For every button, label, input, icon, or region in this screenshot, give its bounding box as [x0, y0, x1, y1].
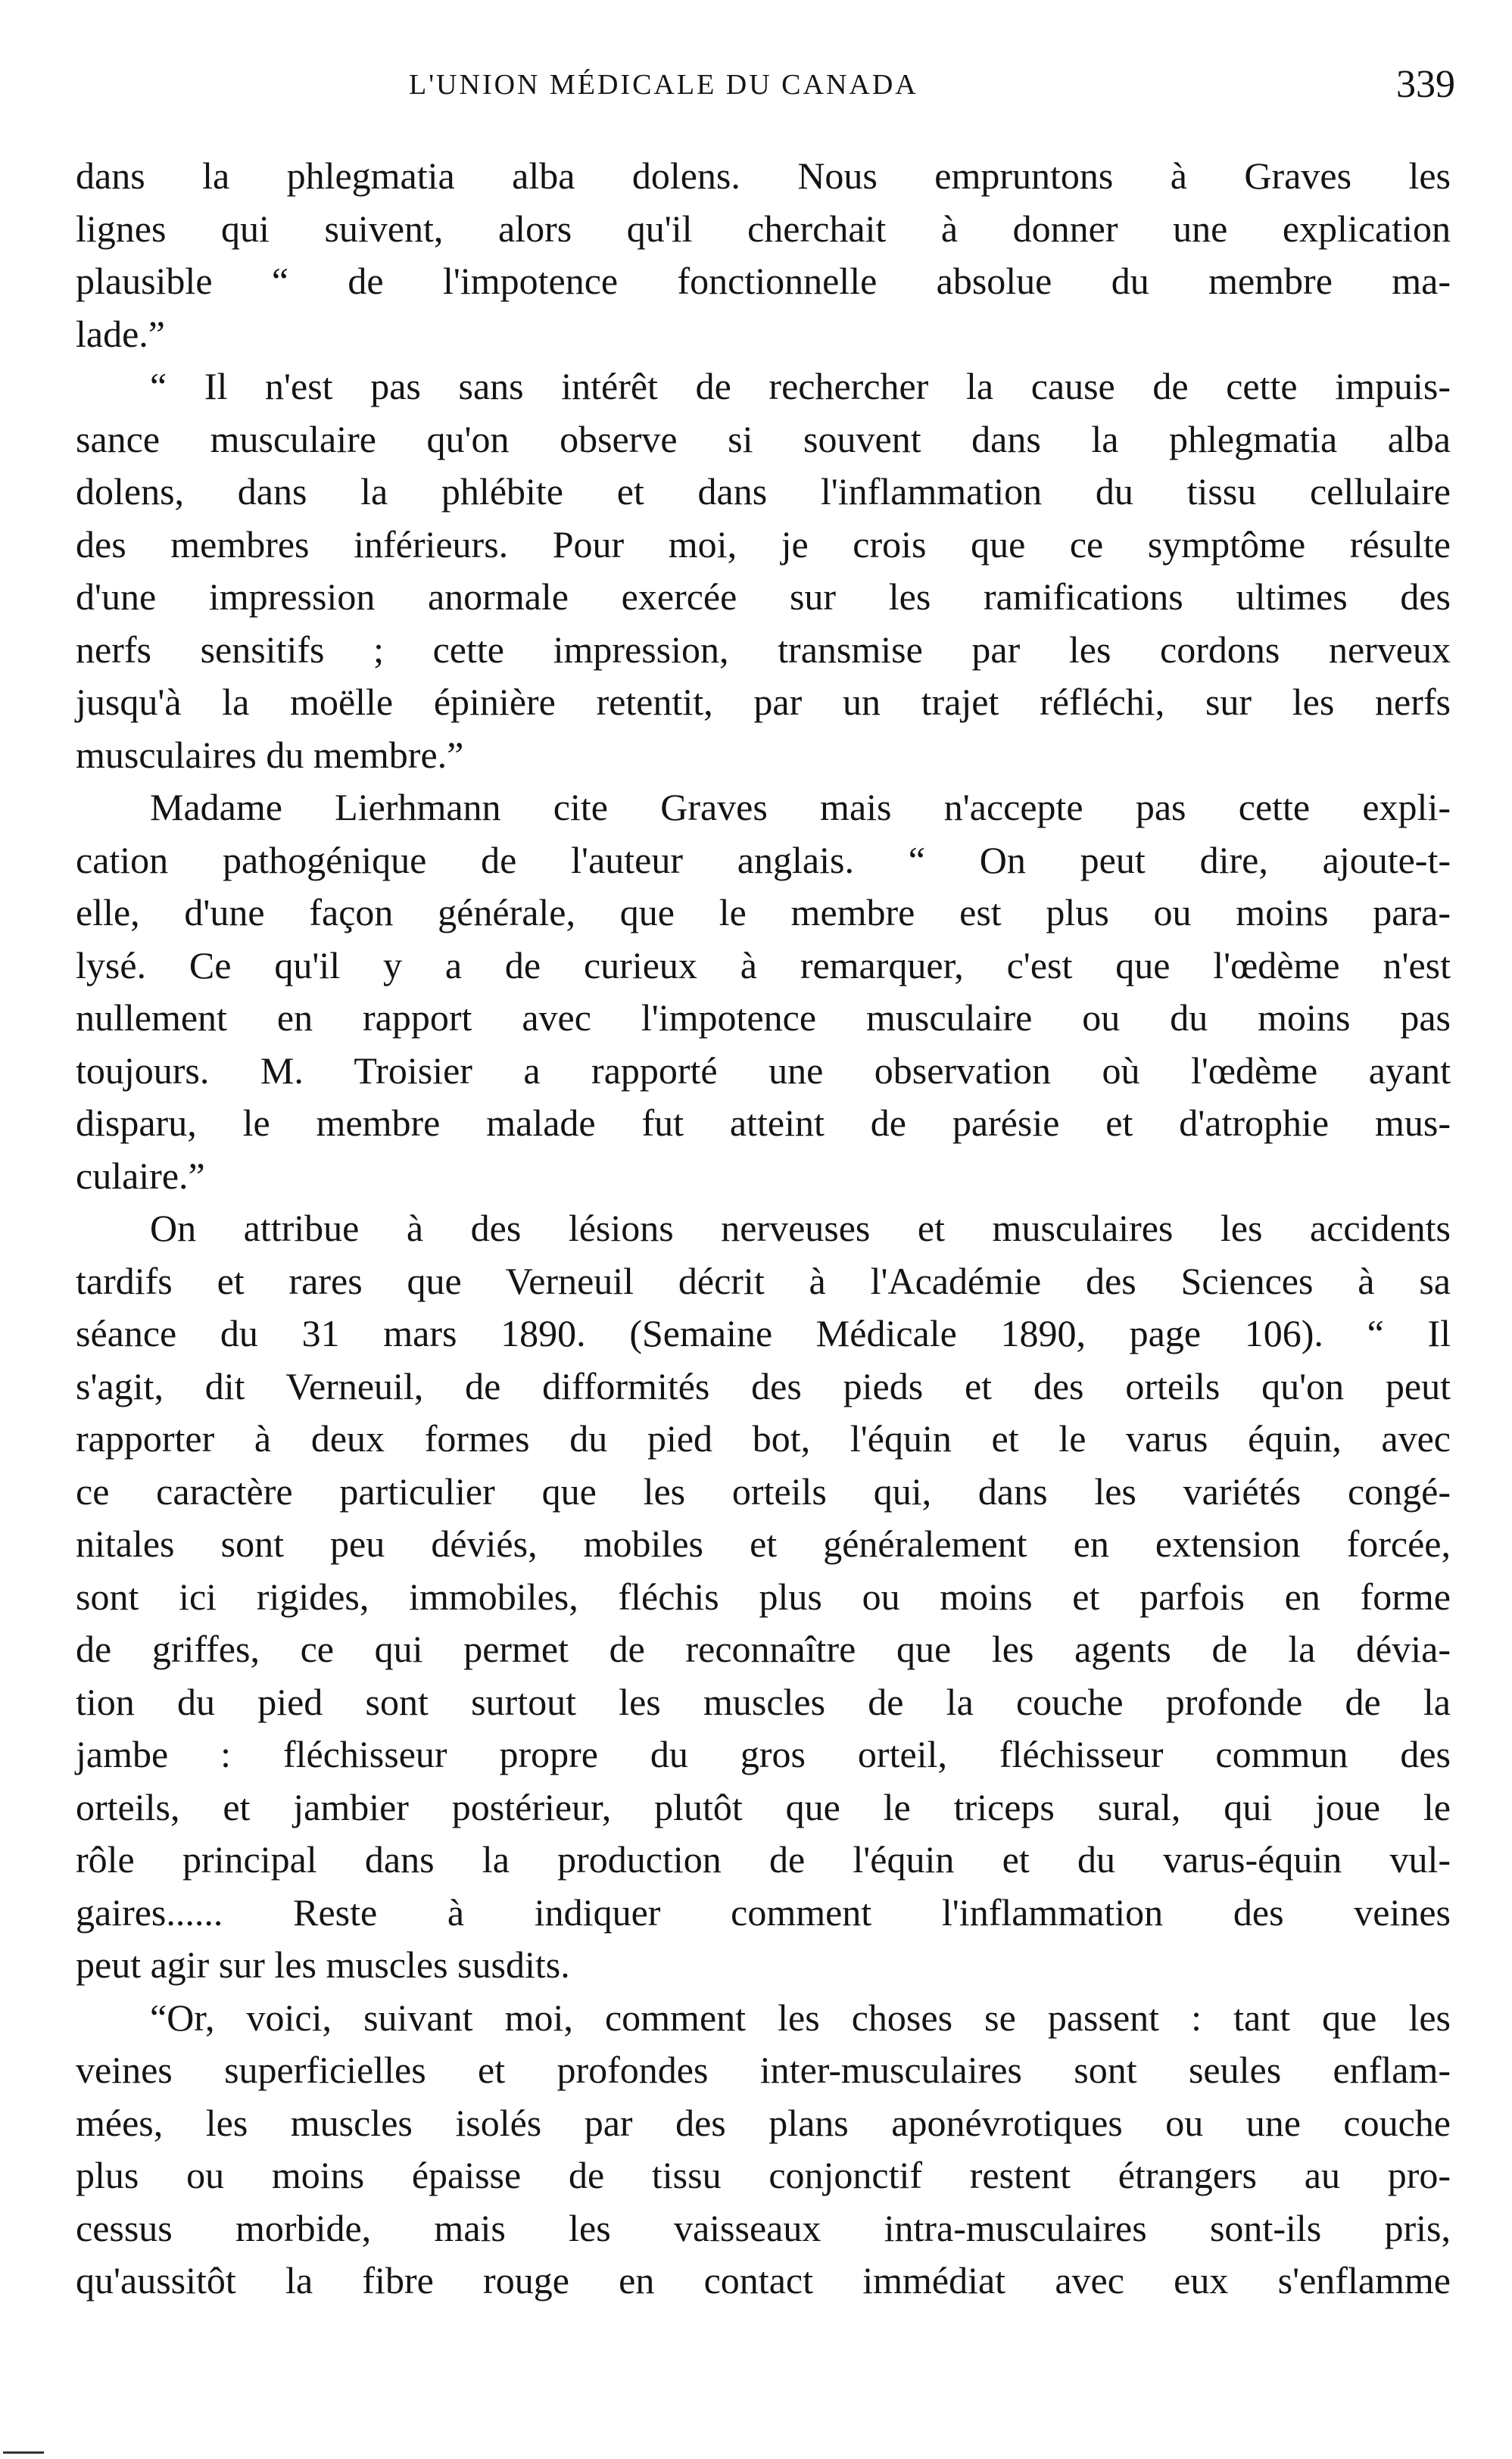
- text-line: On attribue à des lésions nerveuses et musculaires les accidents: [150, 1207, 1451, 1249]
- text-line: “Or, voici, suivant moi, comment les choses se passent : tant que les: [150, 1996, 1451, 2039]
- text-line: plausible “ de l'impotence fonctionnelle absolue du membre ma-: [76, 260, 1451, 302]
- body-text: [76, 150, 1451, 2308]
- text-line: “ Il n'est pas sans intérêt de rechercher la cause de cette impuis-: [150, 365, 1451, 407]
- text-line: elle, d'une façon générale, que le membre est plus ou moins para-: [76, 891, 1451, 933]
- text-line: rôle principal dans la production de l'équin et du varus-équin vul-: [76, 1838, 1451, 1881]
- text-line: culaire.”: [76, 1154, 205, 1197]
- text-line: d'une impression anormale exercée sur les ramifications ultimes des: [76, 575, 1451, 618]
- text-line: cessus morbide, mais les vaisseaux intra-musculaires sont-ils pris,: [76, 2206, 1451, 2249]
- text-line: gaires...... Reste à indiquer comment l'inflammation des veines: [76, 1890, 1451, 1934]
- text-line: nitales sont peu déviés, mobiles et généralement en extension forcée,: [76, 1522, 1451, 1565]
- text-line: cation pathogénique de l'auteur anglais. “ On peut dire, ajoute-t-: [76, 838, 1451, 881]
- text-line: tardifs et rares que Verneuil décrit à l'Académie des Sciences à sa: [76, 1259, 1451, 1302]
- running-header: [76, 63, 1461, 112]
- text-line: lade.”: [76, 312, 165, 355]
- page-number: 339: [1396, 63, 1455, 106]
- text-line: lysé. Ce qu'il y a de curieux à remarquer, c'est que l'œdème n'est: [76, 943, 1451, 986]
- text-line: dans la phlegmatia alba dolens. Nous empruntons à Graves les: [76, 154, 1451, 197]
- text-line: musculaires du membre.”: [76, 733, 464, 776]
- text-line: disparu, le membre malade fut atteint de parésie et d'atrophie mus-: [76, 1102, 1451, 1144]
- text-line: s'agit, dit Verneuil, de difformités des pieds et des orteils qu'on peut: [76, 1364, 1451, 1407]
- text-line: ce caractère particulier que les orteils qui, dans les variétés congé-: [76, 1469, 1451, 1513]
- text-line: nullement en rapport avec l'impotence musculaire ou du moins pas: [76, 996, 1451, 1039]
- text-line: toujours. M. Troisier a rapporté une observation où l'œdème ayant: [76, 1049, 1451, 1092]
- text-line: séance du 31 mars 1890. (Semaine Médicale 1890, page 106). “ Il: [76, 1312, 1451, 1354]
- text-line: dolens, dans la phlébite et dans l'inflammation du tissu cellulaire: [76, 470, 1451, 513]
- text-line: rapporter à deux formes du pied bot, l'équin et le varus équin, avec: [76, 1417, 1451, 1460]
- text-line: sont ici rigides, immobiles, fléchis plus ou moins et parfois en forme: [76, 1575, 1451, 1618]
- running-title: L'UNION MÉDICALE DU CANADA: [409, 69, 918, 101]
- text-line: Madame Lierhmann cite Graves mais n'accepte pas cette expli-: [150, 786, 1451, 828]
- text-line: mées, les muscles isolés par des plans aponévrotiques ou une couche: [76, 2101, 1451, 2144]
- text-line: peut agir sur les muscles susdits.: [76, 1943, 570, 1986]
- text-line: des membres inférieurs. Pour moi, je crois que ce symptôme résulte: [76, 522, 1451, 566]
- text-line: de griffes, ce qui permet de reconnaître que les agents de la dévia-: [76, 1628, 1451, 1670]
- text-line: lignes qui suivent, alors qu'il cherchait à donner une explication: [76, 207, 1451, 250]
- text-line: sance musculaire qu'on observe si souvent dans la phlegmatia alba: [76, 417, 1451, 460]
- text-line: jambe : fléchisseur propre du gros orteil, fléchisseur commun des: [76, 1733, 1451, 1775]
- footer-rule: [3, 2451, 44, 2454]
- text-line: veines superficielles et profondes inter-musculaires sont seules enflam-: [76, 2049, 1451, 2091]
- text-line: plus ou moins épaisse de tissu conjonctif restent étrangers au pro-: [76, 2154, 1451, 2196]
- text-line: nerfs sensitifs ; cette impression, transmise par les cordons nerveux: [76, 628, 1451, 671]
- text-line: tion du pied sont surtout les muscles de la couche profonde de la: [76, 1680, 1451, 1723]
- text-line: orteils, et jambier postérieur, plutôt que le triceps sural, qui joue le: [76, 1785, 1451, 1828]
- text-line: qu'aussitôt la fibre rouge en contact immédiat avec eux s'enflamme: [76, 2259, 1451, 2302]
- text-line: jusqu'à la moëlle épinière retentit, par un trajet réfléchi, sur les nerfs: [76, 681, 1451, 723]
